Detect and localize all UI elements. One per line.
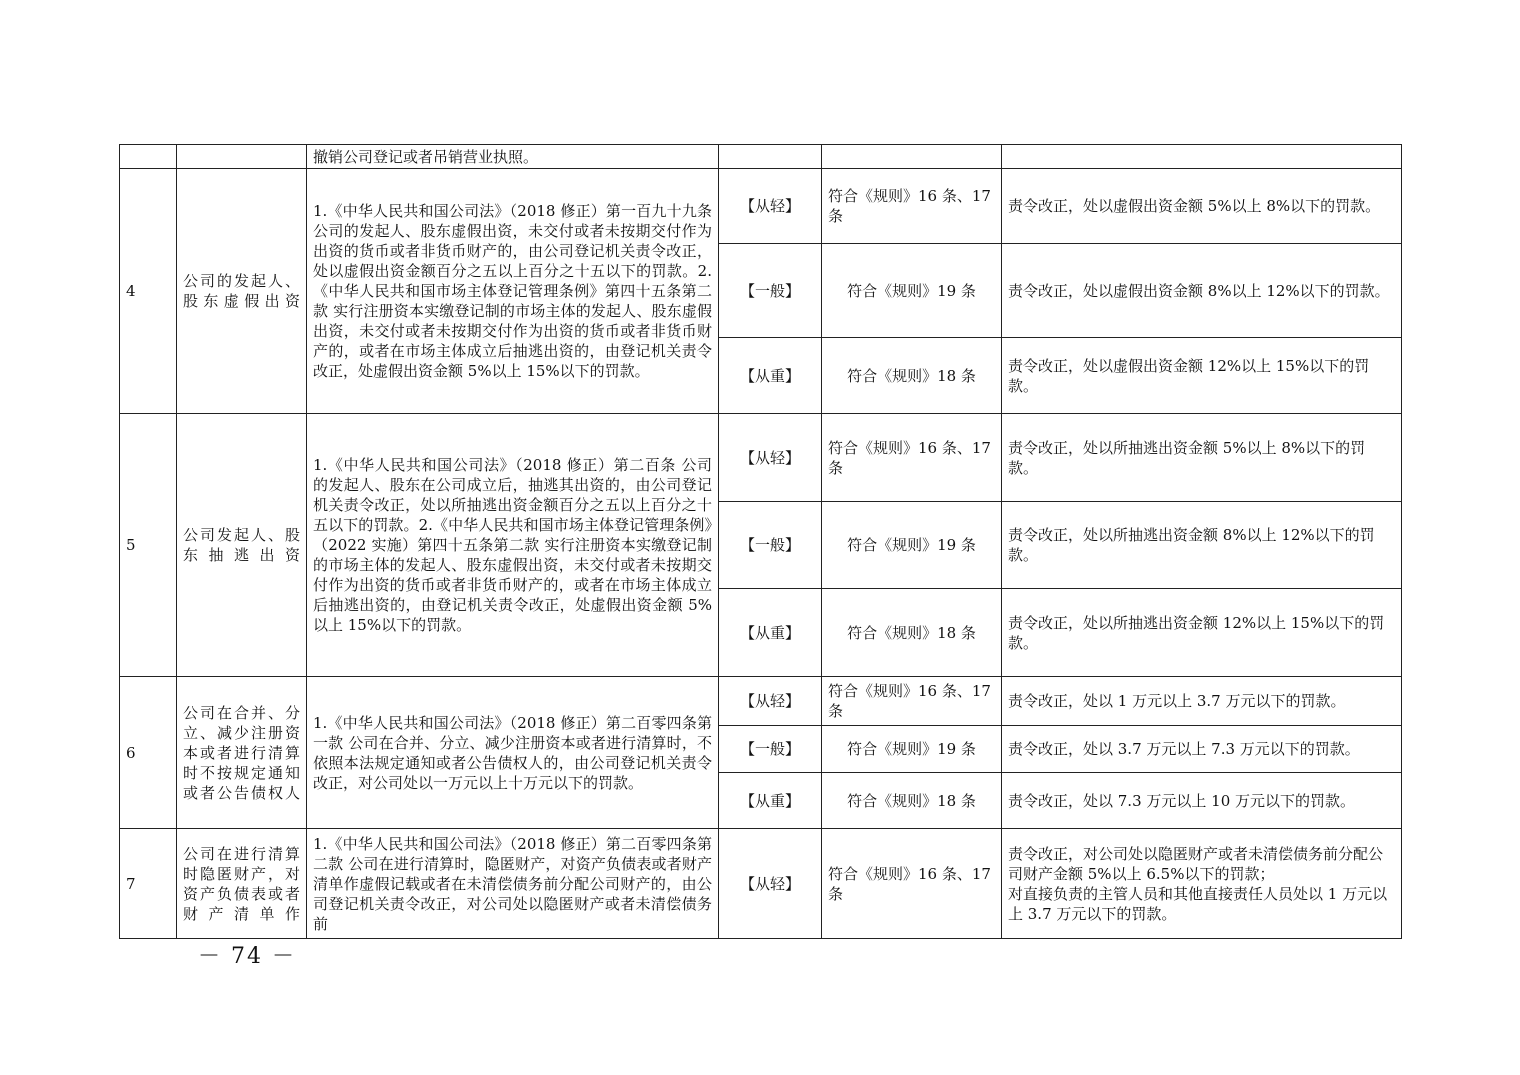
discretion-level: 【从重】 [719, 589, 822, 677]
applicable-condition: 符合《规则》16 条、17 条 [822, 414, 1002, 502]
discretion-level: 【一般】 [719, 244, 822, 338]
penalty-line: 对直接负责的主管人员和其他直接责任人员处以 1 万元以上 3.7 万元以下的罚款。 [1008, 884, 1388, 923]
penalty-standard: 责令改正，处以虚假出资金额 8%以上 12%以下的罚款。 [1002, 244, 1402, 338]
penalty-standard: 责令改正，处以所抽逃出资金额 8%以上 12%以下的罚款。 [1002, 502, 1402, 589]
legal-basis: 1.《中华人民共和国公司法》（2018 修正）第一百九十九条 公司的发起人、股东虚假出资，未交付或者未按期交付作为出资的货币或者非货币财产的，由公司登记机关责令改正，处以虚假出资金额百分之五以上百分之十五以下的罚款。2.《中华人民共和国市场主体登记管理条例》第四十五条第二款 实行注册资本实缴登记制的市场主体的发起人、股东虚假出资，未交付或者未按期交付作为出资的货币或者非货币财产的，或者在市场主体成立后抽逃出资的，由登记机关责令改正，处虚假出资金额 5%以上 15%以下的罚款。 [307, 169, 719, 414]
legal-basis: 1.《中华人民共和国公司法》（2018 修正）第二百零四条第二款 公司在进行清算时，隐匿财产，对资产负债表或者财产清单作虚假记载或者在未清偿债务前分配公司财产的，由公司登记机关责令改正，对公司处以隐匿财产或者未清偿债务前 [307, 829, 719, 939]
penalty-standard: 责令改正，处以所抽逃出资金额 5%以上 8%以下的罚款。 [1002, 414, 1402, 502]
penalty-standard [1002, 829, 1402, 939]
table-row-continuation [120, 145, 1402, 169]
penalty-standard: 责令改正，处以虚假出资金额 5%以上 8%以下的罚款。 [1002, 169, 1402, 244]
applicable-condition: 符合《规则》19 条 [822, 244, 1002, 338]
basis-cell: 撤销公司登记或者吊销营业执照。 [307, 145, 719, 169]
penalty-standard: 责令改正，处以 3.7 万元以上 7.3 万元以下的罚款。 [1002, 726, 1402, 773]
row-number: 4 [120, 169, 177, 414]
discretion-level: 【从轻】 [719, 829, 822, 939]
discretion-level: 【从轻】 [719, 414, 822, 502]
violation-name: 公司的发起人、股东虚假出资 [177, 169, 307, 414]
page-number: － 74 － [198, 944, 296, 969]
applicable-condition: 符合《规则》19 条 [822, 502, 1002, 589]
no-cell [120, 145, 177, 169]
table-row [120, 414, 1402, 502]
level-cell [719, 145, 822, 169]
table-row [120, 677, 1402, 726]
row-number: 7 [120, 829, 177, 939]
discretion-level: 【一般】 [719, 726, 822, 773]
legal-basis: 1.《中华人民共和国公司法》（2018 修正）第二百零四条第一款 公司在合并、分立、减少注册资本或者进行清算时，不依照本法规定通知或者公告债权人的，由公司登记机关责令改正，对公司处以一万元以上十万元以下的罚款。 [307, 677, 719, 829]
discretion-level: 【一般】 [719, 502, 822, 589]
penalty-table [119, 144, 1402, 939]
applicable-condition: 符合《规则》18 条 [822, 773, 1002, 829]
applicable-condition: 符合《规则》16 条、17 条 [822, 677, 1002, 726]
applicable-condition: 符合《规则》19 条 [822, 726, 1002, 773]
discretion-level: 【从重】 [719, 338, 822, 414]
name-cell [177, 145, 307, 169]
applicable-condition: 符合《规则》16 条、17 条 [822, 829, 1002, 939]
table-row [120, 829, 1402, 939]
discretion-level: 【从轻】 [719, 169, 822, 244]
violation-name: 公司发起人、股东抽逃出资 [177, 414, 307, 677]
penalty-standard: 责令改正，处以 7.3 万元以上 10 万元以下的罚款。 [1002, 773, 1402, 829]
condition-cell [822, 145, 1002, 169]
penalty-standard: 责令改正，处以所抽逃出资金额 12%以上 15%以下的罚款。 [1002, 589, 1402, 677]
row-number: 6 [120, 677, 177, 829]
legal-basis: 1.《中华人民共和国公司法》（2018 修正）第二百条 公司的发起人、股东在公司成立后，抽逃其出资的，由公司登记机关责令改正，处以所抽逃出资金额百分之五以上百分之十五以下的罚款。2.《中华人民共和国市场主体登记管理条例》（2022 实施）第四十五条第二款 实行注册资本实缴登记制的市场主体的发起人、股东虚假出资，未交付或者未按期交付作为出资的货币或者非货币财产的，或者在市场主体成立后抽逃出资的，由登记机关责令改正，处虚假出资金额 5%以上 15%以下的罚款。 [307, 414, 719, 677]
discretion-level: 【从轻】 [719, 677, 822, 726]
penalty-line: 责令改正，对公司处以隐匿财产或者未清偿债务前分配公司财产金额 5%以上 6.5%以下的罚款； [1008, 844, 1384, 883]
violation-name: 公司在合并、分立、减少注册资本或者进行清算时不按规定通知或者公告债权人 [177, 677, 307, 829]
applicable-condition: 符合《规则》18 条 [822, 338, 1002, 414]
violation-name: 公司在进行清算时隐匿财产，对资产负债表或者财产清单作 [177, 829, 307, 939]
applicable-condition: 符合《规则》16 条、17 条 [822, 169, 1002, 244]
penalty-standard: 责令改正，处以虚假出资金额 12%以上 15%以下的罚款。 [1002, 338, 1402, 414]
penalty-cell [1002, 145, 1402, 169]
table-row [120, 169, 1402, 244]
discretion-level: 【从重】 [719, 773, 822, 829]
penalty-standard: 责令改正，处以 1 万元以上 3.7 万元以下的罚款。 [1002, 677, 1402, 726]
row-number: 5 [120, 414, 177, 677]
applicable-condition: 符合《规则》18 条 [822, 589, 1002, 677]
